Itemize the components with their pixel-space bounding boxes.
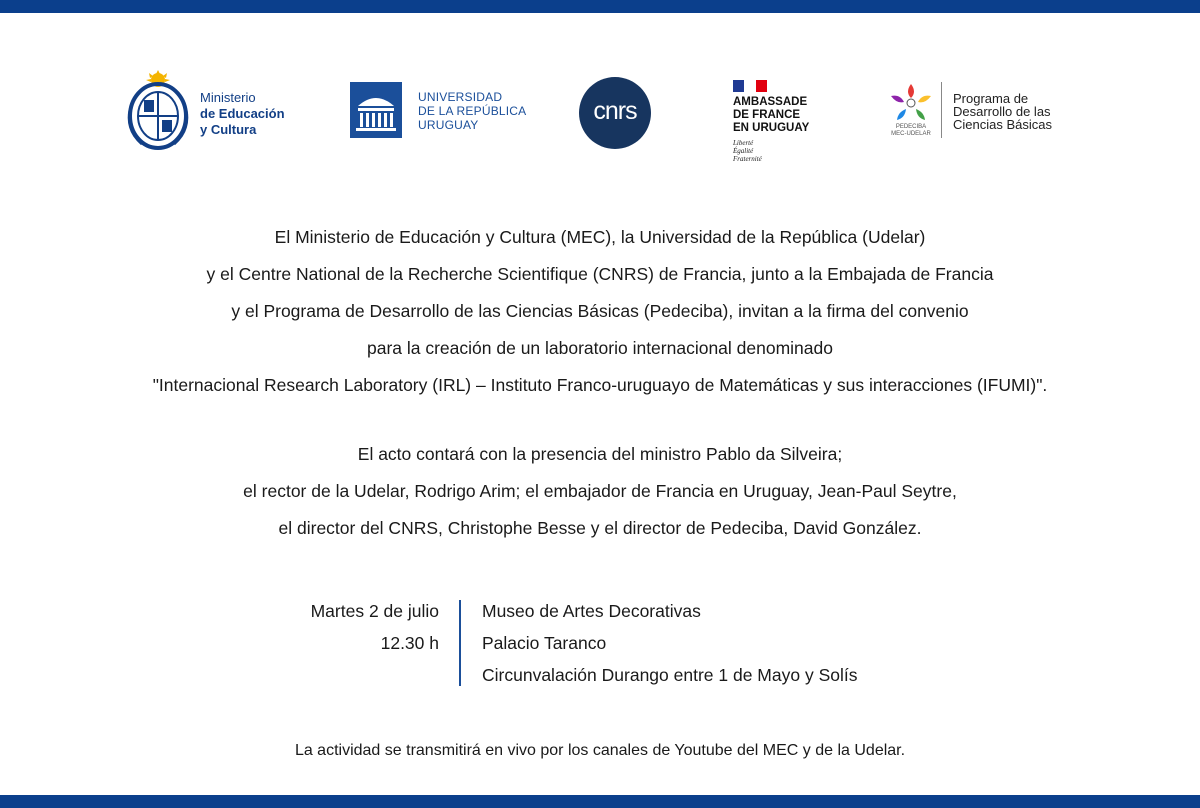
presence-line: El acto contará con la presencia del ministro Pablo da Silveira; bbox=[357, 444, 843, 464]
intro-line: y el Programa de Desarrollo de las Ciencias Básicas (Pedeciba), invitan a la firma del convenio bbox=[231, 301, 969, 321]
motto-fraternite: Fraternité bbox=[733, 155, 762, 163]
university-building-icon bbox=[350, 82, 402, 138]
livestream-note: La actividad se transmitirá en vivo por los canales de Youtube del MEC y de la Udelar. bbox=[294, 742, 906, 759]
cnrs-logo-text: cnrs bbox=[593, 97, 637, 125]
pedeciba-line1: Programa de bbox=[953, 91, 1029, 106]
intro-line: para la creación de un laboratorio internacional denominado bbox=[366, 338, 833, 358]
motto-egalite: Égalité bbox=[733, 147, 754, 155]
presence-paragraph bbox=[0, 436, 1200, 547]
cnrs-logo bbox=[579, 77, 651, 149]
event-time: 12.30 h bbox=[380, 633, 439, 653]
ambassade-line2: DE FRANCE bbox=[733, 109, 801, 121]
pedeciba-small2: MEC-UDELAR bbox=[891, 131, 931, 137]
motto-liberte: Liberté bbox=[733, 139, 754, 147]
intro-line: "Internacional Research Laboratory (IRL) – Instituto Franco-uruguayo de Matemáticas y sus interacciones (IFUMI)". bbox=[152, 375, 1048, 395]
french-flag-icon bbox=[733, 80, 767, 92]
event-date: Martes 2 de julio bbox=[310, 601, 439, 621]
udelar-line3: URUGUAY bbox=[418, 118, 479, 132]
event-divider bbox=[459, 600, 461, 686]
event-venue: Museo de Artes Decorativas bbox=[482, 601, 701, 621]
star-emblem-icon bbox=[887, 82, 935, 124]
event-details bbox=[0, 595, 1200, 690]
uruguay-coat-of-arms-icon bbox=[124, 70, 192, 152]
intro-line: El Ministerio de Educación y Cultura (MEC), la Universidad de la República (Udelar) bbox=[274, 227, 926, 247]
presence-line: el rector de la Udelar, Rodrigo Arim; el embajador de Francia en Uruguay, Jean-Paul Seytre, bbox=[243, 481, 957, 501]
pedeciba-line3: Ciencias Básicas bbox=[953, 117, 1052, 132]
udelar-line2: DE LA REPÚBLICA bbox=[418, 104, 527, 118]
mec-logo bbox=[124, 70, 304, 152]
ambassade-logo bbox=[733, 80, 843, 164]
top-color-bar bbox=[0, 0, 1200, 13]
udelar-logo bbox=[350, 82, 530, 138]
bottom-color-bar bbox=[0, 795, 1200, 808]
udelar-line1: UNIVERSIDAD bbox=[418, 90, 503, 104]
mec-line2: de Educación bbox=[200, 106, 285, 121]
pedeciba-line2: Desarrollo de las bbox=[953, 104, 1051, 119]
pedeciba-small1: PEDECIBA bbox=[895, 124, 927, 130]
pedeciba-divider bbox=[941, 82, 942, 138]
presence-line: el director del CNRS, Christophe Besse y el director de Pedeciba, David González. bbox=[278, 518, 922, 538]
event-address: Circunvalación Durango entre 1 de Mayo y Solís bbox=[482, 665, 858, 685]
ambassade-line3: EN URUGUAY bbox=[733, 122, 810, 134]
mec-line3: y Cultura bbox=[200, 122, 257, 137]
mec-line1: Ministerio bbox=[200, 90, 256, 105]
intro-paragraph bbox=[0, 219, 1200, 404]
ambassade-line1: AMBASSADE bbox=[733, 96, 808, 108]
event-building: Palacio Taranco bbox=[482, 633, 607, 653]
intro-line: y el Centre National de la Recherche Scientifique (CNRS) de Francia, junto a la Embajada de Francia bbox=[206, 264, 994, 284]
pedeciba-logo bbox=[887, 82, 1087, 140]
